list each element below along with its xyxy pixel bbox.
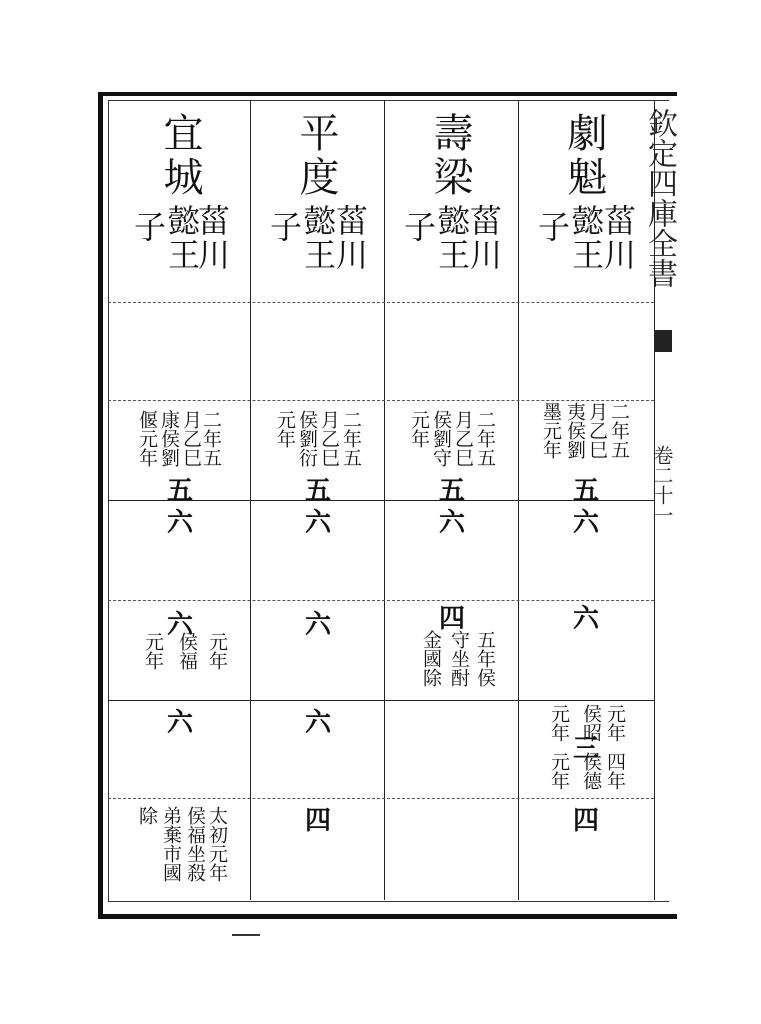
year-count: 五 xyxy=(304,476,331,506)
edge-book-title: 欽定四庫全書 xyxy=(642,108,677,288)
enfeoff-note-line: 侯劉衍 xyxy=(296,410,318,467)
year-count: 六 xyxy=(572,604,599,634)
year-count: 六 xyxy=(438,508,465,538)
origin-king-relation: 子 xyxy=(533,210,571,244)
abolition-note-line: 金國除 xyxy=(420,630,442,687)
marquis-name: 平度 xyxy=(293,112,339,200)
row-divider xyxy=(108,302,654,303)
abolition-note-line: 守坐酎 xyxy=(448,630,470,687)
year-count: 六 xyxy=(304,708,331,738)
year-count: 六 xyxy=(166,610,193,640)
row-divider xyxy=(108,700,654,701)
year-count: 六 xyxy=(572,508,599,538)
year-count: 六 xyxy=(166,508,193,538)
succession-note-line: 元年 xyxy=(548,704,570,742)
abolition-note-line: 弟棄市國 xyxy=(160,806,182,882)
marquis-name: 壽梁 xyxy=(427,112,473,200)
marquis-name: 宜城 xyxy=(157,112,203,200)
enfeoff-note-line: 二年五 xyxy=(200,410,222,467)
origin-king-relation: 子 xyxy=(399,210,437,244)
year-count: 五 xyxy=(166,476,193,506)
abolition-note-line: 除 xyxy=(136,806,158,825)
succession-note-line: 元年 xyxy=(206,632,228,670)
origin-king-main: 菑川 xyxy=(465,204,503,272)
origin-king-sub: 懿王 xyxy=(299,204,337,272)
edge-fishtail-mark xyxy=(654,330,672,352)
enfeoff-note-line: 元年 xyxy=(274,410,296,448)
enfeoff-note-line: 月乙巳 xyxy=(318,410,340,467)
row-divider xyxy=(108,798,654,799)
enfeoff-note-line: 二年五 xyxy=(474,410,496,467)
enfeoff-note-line: 月乙巳 xyxy=(452,410,474,467)
year-count: 五 xyxy=(438,476,465,506)
year-count: 四 xyxy=(438,604,465,634)
origin-king-main: 菑川 xyxy=(193,204,231,272)
succession-note-line: 侯福 xyxy=(176,632,198,670)
abolition-note-line: 五年侯 xyxy=(474,630,496,687)
marquis-name: 劇魁 xyxy=(561,112,607,200)
edge-volume-label: 卷二十一 xyxy=(650,445,674,525)
enfeoff-note-line: 二年五 xyxy=(608,402,630,459)
enfeoff-note-line: 月乙巳 xyxy=(180,410,202,467)
enfeoff-note-line: 偃元年 xyxy=(136,410,158,467)
abolition-note-line: 太初元年 xyxy=(206,806,228,882)
enfeoff-note-line: 月乙巳 xyxy=(586,402,608,459)
succession-note-line: 元年 xyxy=(548,752,570,790)
succession-note-line: 侯昭 xyxy=(580,704,602,742)
enfeoff-note-line: 康侯劉 xyxy=(158,410,180,467)
year-count: 六 xyxy=(166,708,193,738)
year-count: 四 xyxy=(304,806,331,836)
abolition-note-line: 侯福坐殺 xyxy=(184,806,206,882)
year-count: 四 xyxy=(572,806,599,836)
enfeoff-note-line: 二年五 xyxy=(340,410,362,467)
succession-note-line: 侯德 xyxy=(580,752,602,790)
origin-king-relation: 子 xyxy=(265,210,303,244)
origin-king-main: 菑川 xyxy=(331,204,369,272)
succession-note-line: 元年 xyxy=(604,704,626,742)
year-count: 六 xyxy=(304,610,331,640)
row-divider xyxy=(108,400,654,401)
year-count: 三 xyxy=(572,734,599,764)
year-count: 六 xyxy=(304,508,331,538)
origin-king-main: 菑川 xyxy=(599,204,637,272)
origin-king-relation: 子 xyxy=(129,210,167,244)
ink-mark xyxy=(232,934,260,936)
year-count: 五 xyxy=(572,476,599,506)
origin-king-sub: 懿王 xyxy=(163,204,201,272)
enfeoff-note-line: 夷侯劉 xyxy=(564,402,586,459)
succession-note-line: 四年 xyxy=(604,752,626,790)
enfeoff-note-line: 元年 xyxy=(408,410,430,448)
enfeoff-note-line: 侯劉守 xyxy=(430,410,452,467)
succession-note-line: 元年 xyxy=(142,632,164,670)
origin-king-sub: 懿王 xyxy=(433,204,471,272)
origin-king-sub: 懿王 xyxy=(567,204,605,272)
enfeoff-note-line: 墨元年 xyxy=(540,402,562,459)
